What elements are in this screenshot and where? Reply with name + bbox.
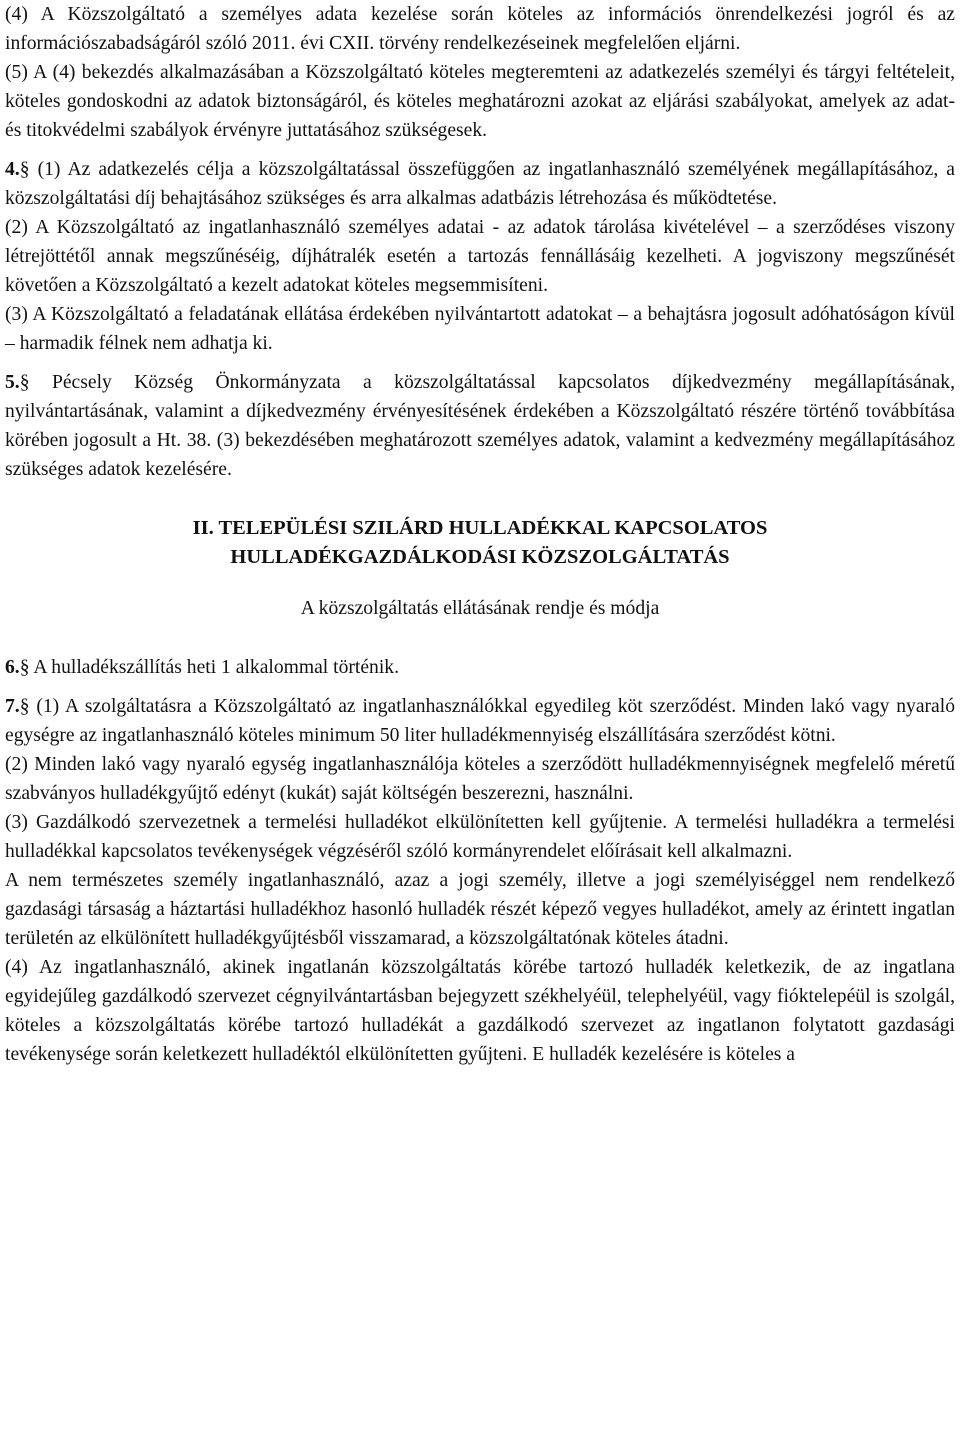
section-5-number: 5. [5, 372, 20, 393]
section-4-paragraph-3: (3) A Közszolgáltató a feladatának ellátása érdekében nyilvántartott adatokat – a behajtásra jogosult adóhatóságon kívül – harmadik félnek nem adhatja ki. [5, 304, 955, 354]
section-6-number: 6. [5, 657, 20, 678]
section-7-paragraph-3: (3) Gazdálkodó szervezetnek a termelési hulladékot elkülönítetten kell gyűjtenie. A termelési hulladékra a termelési hulladékkal kapcsolatos tevékenységek végzéséről szóló kormányrendelet előírásait kell alkalmazni. [5, 812, 955, 862]
chapter-title-line-1: II. TELEPÜLÉSI SZILÁRD HULLADÉKKAL KAPCSOLATOS [192, 517, 768, 539]
section-6-paragraph [5, 653, 955, 682]
chapter-subtitle: A közszolgáltatás ellátásának rendje és módja [300, 598, 660, 619]
chapter-title-line-2: HULLADÉKGAZDÁLKODÁSI KÖZSZOLGÁLTATÁS [230, 546, 730, 568]
section-7-p1-text: (1) A szolgáltatásra a Közszolgáltató az ingatlanhasználókkal egyedileg köt szerződést. Minden lakó vagy nyaraló egységre az ingatlanhasználó köteles minimum 50 liter hulladékmennyiség elszállítására szerződést kötni. [5, 696, 955, 746]
section-7-number: 7. [5, 696, 20, 717]
section-4-p1-text: (1) Az adatkezelés célja a közszolgáltatással összefüggően az ingatlanhasználó személyének megállapításához, a közszolgáltatási díj behajtásához szükséges és arra alkalmas adatbázis létrehozása és működtetése. [5, 159, 955, 209]
section-7-paragraph-2: (2) Minden lakó vagy nyaraló egység ingatlanhasználója köteles a szerződött hulladékmennyiségnek megfelelő méretű szabványos hulladékgyűjtő edényt (kukát) saját költségén beszerezni, használni. [5, 754, 955, 804]
section-5-paragraph [5, 368, 955, 484]
section-5-text: Pécsely Község Önkormányzata a közszolgáltatással kapcsolatos díjkedvezmény megállapításának, nyilvántartásának, valamint a díjkedvezmény érvényesítésének érdekében a Közszolgáltató részére történő továbbítása körében jogosult a Ht. 38. (3) bekezdésében meghatározott személyes adatok, valamint a kedvezmény megállapításához szükséges adatok kezelésére. [5, 372, 955, 480]
paragraph-3-4: (4) A Közszolgáltató a személyes adata kezelése során köteles az információs önrendelkezési jogról és az információszabadságáról szóló 2011. évi CXII. törvény rendelkezéseinek megfelelően eljárni. [5, 4, 955, 54]
document-page [5, 0, 955, 1069]
section-sign: § [19, 696, 30, 717]
section-4-paragraph-2: (2) A Közszolgáltató az ingatlanhasználó személyes adatai - az adatok tárolása kivételével – a szerződéses viszony létrejöttétől annak megszűnéséig, díjhátralék esetén a tartozás fennállásáig kezelheti. A jogviszony megszűnését követően a Közszolgáltató a kezelt adatokat köteles megsemmisíteni. [5, 217, 955, 296]
section-6-text: A hulladékszállítás heti 1 alkalommal történik. [33, 657, 399, 678]
section-sign: § [19, 159, 30, 180]
section-7-paragraph-4: (4) Az ingatlanhasználó, akinek ingatlanán közszolgáltatás körébe tartozó hulladék keletkezik, de az ingatlana egyidejűleg gazdálkodó szervezet cégnyilvántartásban bejegyzett székhelyéül, telephelyéül, vagy fióktelepéül is szolgál, köteles a közszolgáltatás körébe tartozó hulladékát a gazdálkodó szervezet az ingatlanon folytatott gazdasági tevékenysége során keletkezett hulladéktól elkülönítetten gyűjteni. E hulladék kezelésére is köteles a [5, 957, 955, 1065]
paragraph-3-5: (5) A (4) bekezdés alkalmazásában a Közszolgáltató köteles megteremteni az adatkezelés személyi és tárgyi feltételeit, köteles gondoskodni az adatok biztonságáról, és köteles meghatározni azokat az eljárási szabályokat, amelyek az adat- és titokvédelmi szabályok érvényre juttatásához szükségesek. [5, 62, 955, 141]
section-sign: § [19, 372, 30, 393]
section-4-number: 4. [5, 159, 20, 180]
section-7-paragraph-1 [5, 692, 955, 750]
section-4-paragraph-1 [5, 155, 955, 213]
section-7-paragraph-3b: A nem természetes személy ingatlanhasználó, azaz a jogi személy, illetve a jogi személyiséggel nem rendelkező gazdasági társaság a háztartási hulladékhoz hasonló hulladék részét képező vegyes hulladékot, amely az érintett ingatlan területén az elkülönített hulladékgyűjtésből visszamarad, a közszolgáltatónak köteles átadni. [5, 870, 955, 949]
section-sign: § [19, 657, 30, 678]
